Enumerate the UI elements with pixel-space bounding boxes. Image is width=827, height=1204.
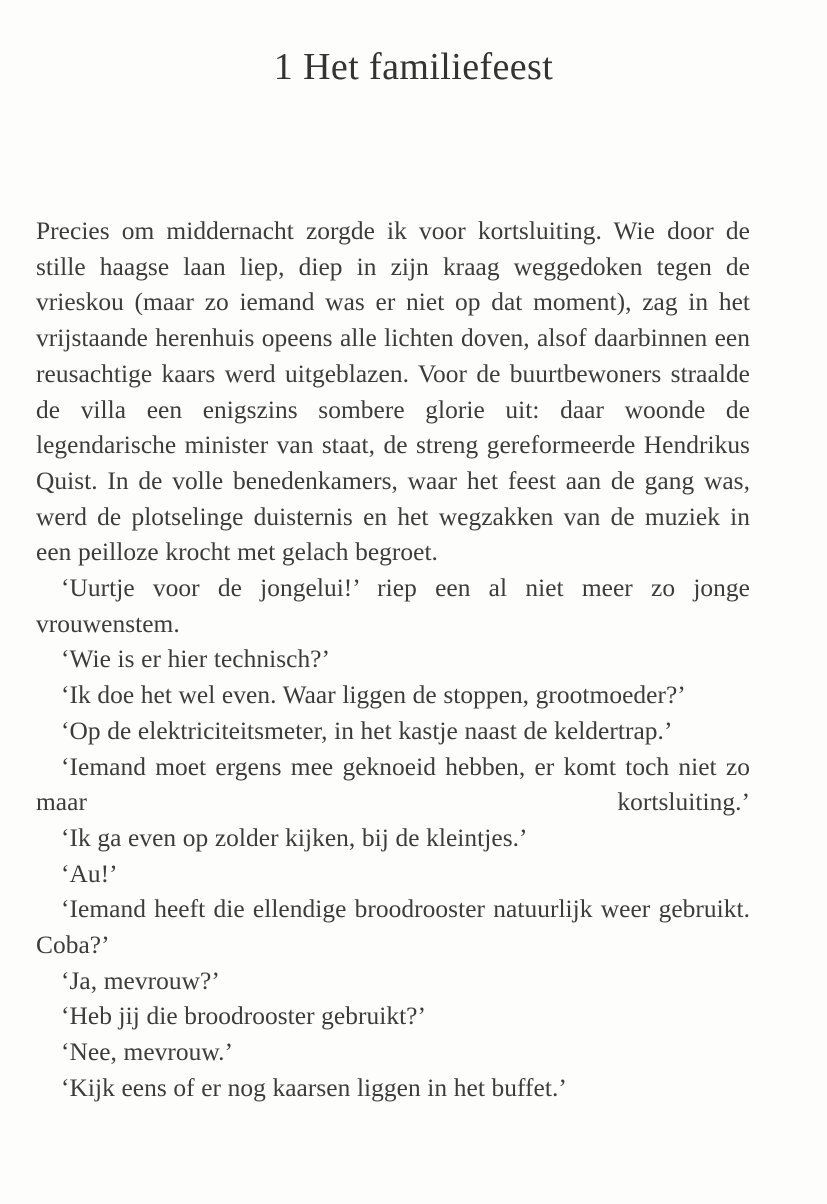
dialogue-paragraph: ‘Heb jij die broodrooster gebruikt?’	[61, 1002, 427, 1031]
dialogue-paragraph: ‘Wie is er hier technisch?’	[61, 645, 331, 674]
dialogue-paragraph: ‘Iemand heeft die ellendige broodrooster natuurlijk weer gebruikt. Coba?’	[36, 895, 750, 960]
dialogue-paragraph: ‘Au!’	[61, 859, 118, 888]
body-text-column	[36, 214, 750, 1107]
dialogue-paragraph: ‘Op de elektriciteitsmeter, in het kastje naast de keldertrap.’	[61, 716, 673, 745]
chapter-heading: 1 Het familiefeest	[273, 46, 554, 89]
dialogue-paragraph: ‘Ik doe het wel even. Waar liggen de stoppen, grootmoeder?’	[61, 681, 686, 710]
dialogue-paragraph: ‘Uurtje voor de jongelui!’ riep een al niet meer zo jonge vrouwenstem.	[36, 574, 750, 638]
dialogue-paragraph: ‘Ja, mevrouw?’	[61, 966, 220, 995]
dialogue-paragraph: ‘Kijk eens of er nog kaarsen liggen in het buffet.’	[61, 1073, 567, 1102]
opening-paragraph: Precies om middernacht zorgde ik voor kortsluiting. Wie door de stille haagse laan liep, diep in zijn kraag weggedoken tegen de vrieskou (maar zo iemand was er niet op dat moment), zag in het vrijstaande herenhuis opeens alle lichten doven, alsof daarbinnen een reusachtige kaars werd uitgeblazen. Voor de buurtbewoners straalde de villa een enigszins sombere glorie uit: daar woonde de legendarische minister van staat, de streng gereformeerde Hendrikus Quist. In de volle benedenkamers, waar het feest aan de gang was, werd de plotselinge duisternis en het wegzakken van de muziek in een peilloze krocht met gelach begroet.	[36, 217, 750, 567]
dialogue-paragraph: ‘Ik ga even op zolder kijken, bij de kleintjes.’	[61, 823, 528, 852]
dialogue-paragraph: ‘Iemand moet ergens mee geknoeid hebben, er komt toch niet zo maar kortsluiting.’	[36, 752, 750, 817]
dialogue-paragraph: ‘Nee, mevrouw.’	[61, 1038, 234, 1067]
